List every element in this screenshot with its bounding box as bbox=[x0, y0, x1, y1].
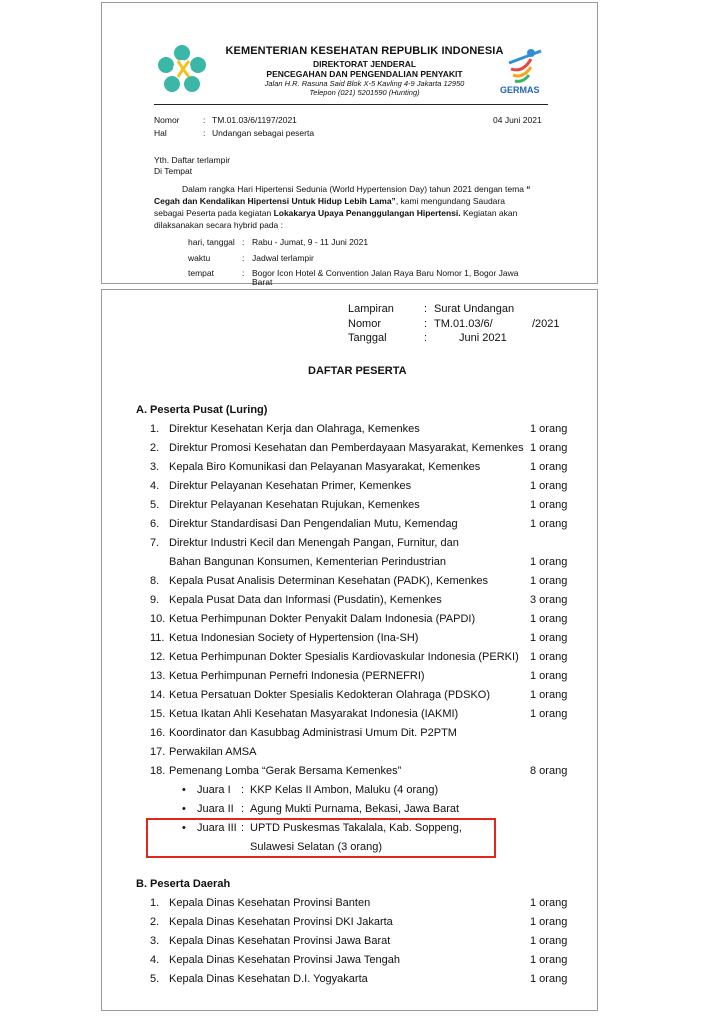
winner-value: KKP Kelas II Ambon, Maluku (4 orang) bbox=[250, 784, 439, 796]
lampiran-colon: : bbox=[424, 303, 428, 315]
list-item-count: 1 orang bbox=[530, 632, 568, 644]
body-line-4: dilaksanakan secara hybrid pada : bbox=[154, 220, 283, 230]
detail-value: Bogor Icon Hotel & Convention Jalan Raya Baru Nomor 1, Bogor Jawa bbox=[252, 268, 519, 278]
ministry-name: KEMENTERIAN KESEHATAN REPUBLIK INDONESIA bbox=[225, 45, 504, 57]
list-item-count: 1 orang bbox=[530, 651, 568, 663]
attachment-page bbox=[101, 289, 598, 1011]
list-item-number: 5. bbox=[150, 499, 160, 511]
list-item-text: Perwakilan AMSA bbox=[169, 746, 257, 758]
list-item-number: 1. bbox=[150, 897, 160, 909]
list-item-text: Ketua Persatuan Dokter Spesialis Kedokteran Olahraga (PDSKO) bbox=[169, 689, 490, 701]
letter-page bbox=[101, 2, 598, 287]
list-item-count: 1 orang bbox=[530, 897, 568, 909]
germas-label: GERMAS bbox=[500, 85, 540, 95]
list-item-number: 4. bbox=[150, 480, 160, 492]
body-line-3: sebagai Peserta pada kegiatan Lokakarya Upaya Penanggulangan Hipertensi. Kegiatan akan bbox=[154, 208, 518, 218]
list-title: DAFTAR PESERTA bbox=[308, 365, 407, 377]
list-item-text: Kepala Biro Komunikasi dan Pelayanan Masyarakat, Kemenkes bbox=[169, 461, 481, 473]
list-item-count: 1 orang bbox=[530, 973, 568, 985]
list-item-number: 3. bbox=[150, 935, 160, 947]
bullet-icon: • bbox=[182, 822, 186, 834]
list-item-text: Direktur Pelayanan Kesehatan Rujukan, Kemenkes bbox=[169, 499, 420, 511]
recipient-place: Di Tempat bbox=[154, 166, 193, 176]
lampiran-label: Nomor bbox=[348, 318, 382, 330]
list-item-count: 1 orang bbox=[530, 916, 568, 928]
list-item-count: 1 orang bbox=[530, 499, 568, 511]
winner-label: Juara III bbox=[197, 822, 237, 834]
list-item-count: 1 orang bbox=[530, 935, 568, 947]
lampiran-value: Juni 2021 bbox=[459, 332, 507, 344]
list-item-text: Kepala Pusat Analisis Determinan Kesehatan (PADK), Kemenkes bbox=[169, 575, 488, 587]
list-item-number: 6. bbox=[150, 518, 160, 530]
list-item-count: 1 orang bbox=[530, 480, 568, 492]
nomor-colon: : bbox=[203, 115, 206, 125]
list-item-number: 1. bbox=[150, 423, 160, 435]
list-item-count: 3 orang bbox=[530, 594, 568, 606]
lampiran-colon: : bbox=[424, 332, 428, 344]
winner-value: UPTD Puskesmas Takalala, Kab. Soppeng, bbox=[250, 822, 462, 834]
list-item-number: 10. bbox=[150, 613, 166, 625]
winner-label: Juara II bbox=[197, 803, 234, 815]
list-item-text: Bahan Bangunan Konsumen, Kementerian Perindustrian bbox=[169, 556, 447, 568]
list-item-text: Direktur Kesehatan Kerja dan Olahraga, Kemenkes bbox=[169, 423, 420, 435]
list-item-text: Koordinator dan Kasubbag Administrasi Umum Dit. P2PTM bbox=[169, 727, 457, 739]
winner-colon: : bbox=[241, 784, 245, 796]
detail-label: hari, tanggal bbox=[188, 237, 235, 247]
list-item-count: 1 orang bbox=[530, 708, 568, 720]
lampiran-colon: : bbox=[424, 318, 428, 330]
hal-colon: : bbox=[203, 128, 206, 138]
division-name: PENCEGAHAN DAN PENGENDALIAN PENYAKIT bbox=[266, 69, 463, 79]
list-item-number: 11. bbox=[150, 632, 165, 644]
list-item-number: 4. bbox=[150, 954, 160, 966]
list-item-count: 1 orang bbox=[530, 575, 568, 587]
hal-value: Undangan sebagai peserta bbox=[212, 128, 315, 138]
letterhead-divider bbox=[154, 104, 548, 105]
list-item-text: Kepala Pusat Data dan Informasi (Pusdatin), Kemenkes bbox=[169, 594, 442, 606]
list-item-text: Kepala Dinas Kesehatan Provinsi DKI Jakarta bbox=[169, 916, 393, 928]
list-item-text: Ketua Perhimpunan Pernefri Indonesia (PERNEFRI) bbox=[169, 670, 425, 682]
directorate-name: DIREKTORAT JENDERAL bbox=[312, 59, 417, 69]
list-item-text: Kepala Dinas Kesehatan Provinsi Jawa Barat bbox=[169, 935, 391, 947]
detail-value-cont: Barat bbox=[252, 277, 273, 287]
list-item-count: 1 orang bbox=[530, 613, 568, 625]
list-item-count: 1 orang bbox=[530, 556, 568, 568]
list-item-number: 14. bbox=[150, 689, 166, 701]
list-item-text: Kepala Dinas Kesehatan D.I. Yogyakarta bbox=[169, 973, 368, 985]
nomor-value: TM.01.03/6/1197/2021 bbox=[212, 115, 297, 125]
list-item-count: 8 orang bbox=[530, 765, 568, 777]
ministry-address: Jalan H.R. Rasuna Said Blok X-5 Kavling 4-9 Jakarta 12950 bbox=[264, 79, 465, 88]
list-item-text: Direktur Industri Kecil dan Menengah Pangan, Furnitur, dan bbox=[169, 537, 459, 549]
detail-colon: : bbox=[242, 268, 245, 278]
list-item-number: 2. bbox=[150, 916, 160, 928]
list-item-text: Kepala Dinas Kesehatan Provinsi Jawa Tengah bbox=[169, 954, 400, 966]
winner-colon: : bbox=[241, 822, 245, 834]
list-item-text: Ketua Perhimpunan Dokter Penyakit Dalam Indonesia (PAPDI) bbox=[169, 613, 476, 625]
list-item-count: 1 orang bbox=[530, 954, 568, 966]
list-item-count: 1 orang bbox=[530, 423, 568, 435]
list-item-number: 8. bbox=[150, 575, 160, 587]
winner-colon: : bbox=[241, 803, 245, 815]
list-item-text: Kepala Dinas Kesehatan Provinsi Banten bbox=[169, 897, 371, 909]
nomor-label: Nomor bbox=[154, 115, 180, 125]
list-item-number: 2. bbox=[150, 442, 160, 454]
list-item-count: 1 orang bbox=[530, 442, 568, 454]
list-item-number: 12. bbox=[150, 651, 166, 663]
lampiran-value: Surat Undangan bbox=[434, 303, 515, 315]
hal-label: Hal bbox=[154, 128, 167, 138]
list-item-number: 16. bbox=[150, 727, 166, 739]
body-line-2: Cegah dan Kendalikan Hipertensi Untuk Hidup Lebih Lama”, kami mengundang Saudara bbox=[154, 196, 505, 206]
detail-value: Jadwal terlampir bbox=[252, 253, 314, 263]
list-item-number: 13. bbox=[150, 670, 166, 682]
lampiran-value-suffix: /2021 bbox=[532, 318, 560, 330]
list-item-count: 1 orang bbox=[530, 689, 568, 701]
list-item-count: 1 orang bbox=[530, 518, 568, 530]
highlight-box bbox=[146, 818, 496, 858]
list-item-number: 17. bbox=[150, 746, 166, 758]
list-item-number: 7. bbox=[150, 537, 160, 549]
winner-label: Juara I bbox=[197, 784, 231, 796]
detail-value: Rabu - Jumat, 9 - 11 Juni 2021 bbox=[252, 237, 369, 247]
list-item-text: Ketua Indonesian Society of Hypertension (Ina-SH) bbox=[169, 632, 419, 644]
letter-date: 04 Juni 2021 bbox=[493, 115, 542, 125]
winner-value-cont: Sulawesi Selatan (3 orang) bbox=[250, 841, 383, 853]
section-a-heading: A. Peserta Pusat (Luring) bbox=[136, 404, 268, 416]
detail-label: waktu bbox=[188, 253, 211, 263]
body-line-1: Dalam rangka Hari Hipertensi Sedunia (World Hypertension Day) tahun 2021 dengan tema “ bbox=[182, 184, 531, 194]
bullet-icon: • bbox=[182, 784, 186, 796]
list-item-count: 1 orang bbox=[530, 461, 568, 473]
list-item-number: 15. bbox=[150, 708, 166, 720]
lampiran-label: Tanggal bbox=[348, 332, 387, 344]
lampiran-value: TM.01.03/6/ bbox=[434, 318, 493, 330]
list-item-number: 3. bbox=[150, 461, 160, 473]
list-item-text: Direktur Pelayanan Kesehatan Primer, Kemenkes bbox=[169, 480, 412, 492]
list-item-number: 9. bbox=[150, 594, 160, 606]
ministry-phone: Telepon (021) 5201590 (Hunting) bbox=[309, 88, 420, 97]
list-item-text: Pemenang Lomba “Gerak Bersama Kemenkes” bbox=[169, 765, 402, 777]
detail-colon: : bbox=[242, 253, 245, 263]
list-item-text: Ketua Ikatan Ahli Kesehatan Masyarakat Indonesia (IAKMI) bbox=[169, 708, 459, 720]
winner-value: Agung Mukti Purnama, Bekasi, Jawa Barat bbox=[250, 803, 460, 815]
list-item-number: 5. bbox=[150, 973, 160, 985]
detail-colon: : bbox=[242, 237, 245, 247]
detail-label: tempat bbox=[188, 268, 214, 278]
recipient-line: Yth. Daftar terlampir bbox=[154, 155, 231, 165]
bullet-icon: • bbox=[182, 803, 186, 815]
list-item-text: Direktur Standardisasi Dan Pengendalian Mutu, Kemendag bbox=[169, 518, 458, 530]
lampiran-label: Lampiran bbox=[348, 303, 394, 315]
list-item-text: Ketua Perhimpunan Dokter Spesialis Kardiovaskular Indonesia (PERKI) bbox=[169, 651, 519, 663]
list-item-count: 1 orang bbox=[530, 670, 568, 682]
section-b-heading: B. Peserta Daerah bbox=[136, 878, 231, 890]
list-item-text: Direktur Promosi Kesehatan dan Pemberdayaan Masyarakat, Kemenkes bbox=[169, 442, 524, 454]
list-item-number: 18. bbox=[150, 765, 166, 777]
